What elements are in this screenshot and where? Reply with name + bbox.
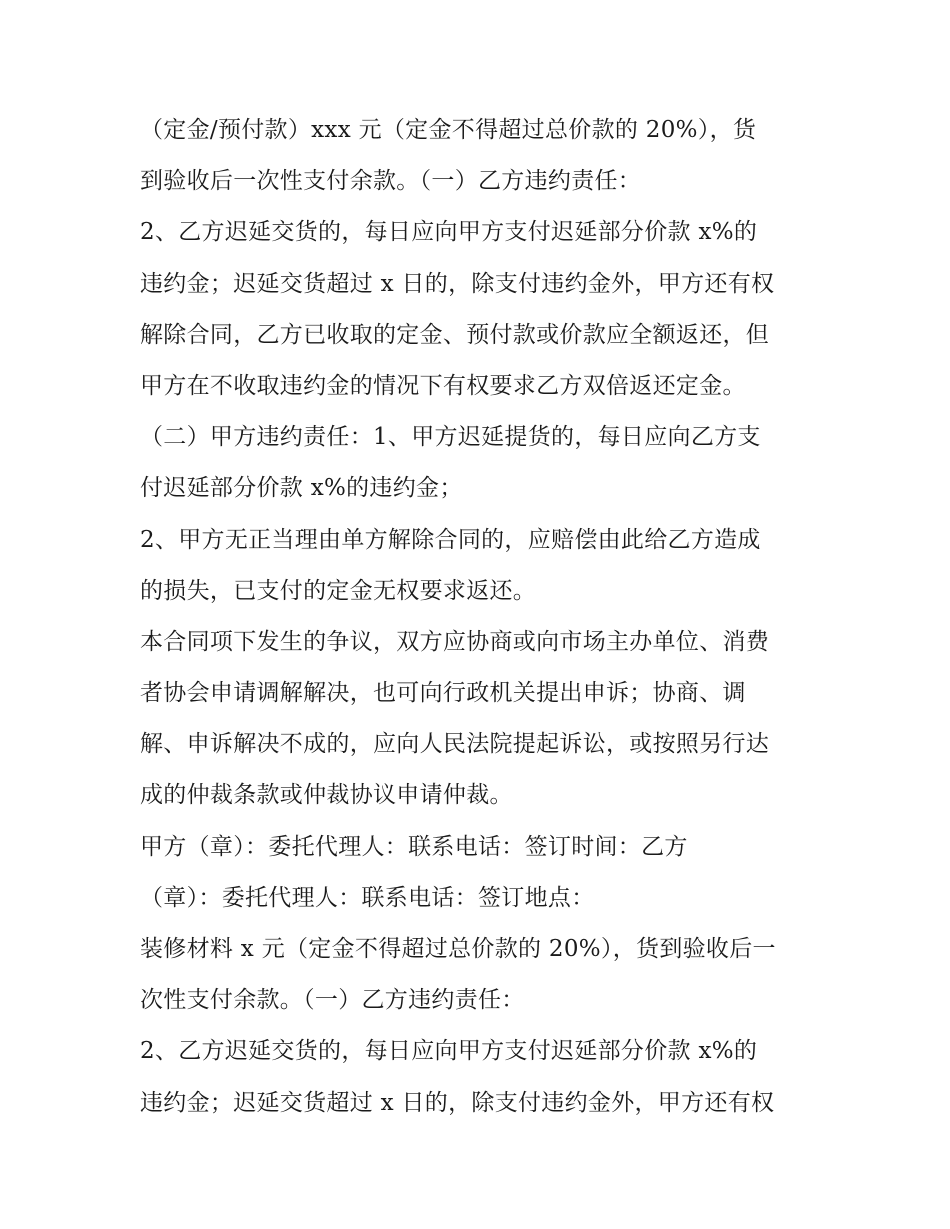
text-line: 到验收后一次性支付余款。（一）乙方违约责任： [140,168,642,195]
text-line: 甲方在不收取违约金的情况下有权要求乙方双倍返还定金。 [140,372,746,399]
text-line: 成的仲裁条款或仲裁协议申请仲裁。 [140,782,513,809]
text-line: 2、乙方迟延交货的，每日应向甲方支付迟延部分价款 x%的 [140,1038,758,1065]
text-line: （二）甲方违约责任：1、甲方迟延提货的，每日应向乙方支 [140,424,761,451]
document-body [140,105,820,1129]
text-line: 违约金；迟延交货超过 x 日的，除支付违约金外，甲方还有权 [140,1089,775,1116]
text-line: 2、甲方无正当理由单方解除合同的，应赔偿由此给乙方造成 [140,526,761,553]
text-line: 2、乙方迟延交货的，每日应向甲方支付迟延部分价款 x%的 [140,219,758,246]
text-line: 付迟延部分价款 x%的违约金； [140,475,463,502]
text-line: 解除合同，乙方已收取的定金、预付款或价款应全额返还，但 [140,321,770,348]
text-line: 装修材料 x 元（定金不得超过总价款的 20%），货到验收后一 [140,936,776,962]
text-line: 者协会申请调解解决，也可向行政机关提出申诉；协商、调 [140,680,746,707]
text-line: （章）：委托代理人：联系电话：签订地点： [140,884,595,911]
text-line: 违约金；迟延交货超过 x 日的，除支付违约金外，甲方还有权 [140,270,775,297]
text-line: 本合同项下发生的争议，双方应协商或向市场主办单位、消费 [140,628,770,655]
text-line: 解、申诉解决不成的，应向人民法院提起诉讼，或按照另行达 [140,731,770,758]
text-line: 的损失，已支付的定金无权要求返还。 [140,577,537,604]
text-line: 次性支付余款。（一）乙方违约责任： [140,987,525,1014]
text-line: （定金/预付款）xxx 元（定金不得超过总价款的 20%），货 [140,117,757,143]
text-line: 甲方（章）：委托代理人：联系电话：签订时间：乙方 [140,833,688,860]
